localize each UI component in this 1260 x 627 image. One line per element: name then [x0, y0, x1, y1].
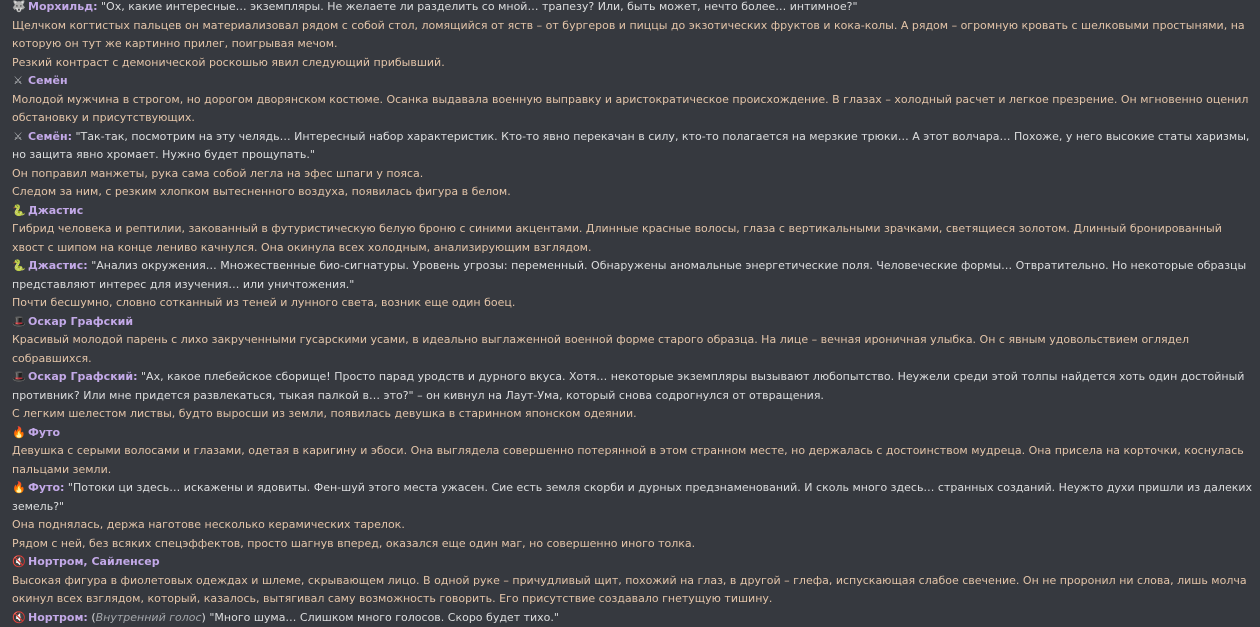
character-name: Футо [28, 426, 60, 439]
narration-line: Красивый молодой парень с лихо закрученными гусарскими усами, в идеально выглаженной военной форме старого образца. На лице – вечная ироничная улыбка. Он с явным удовольствием оглядел собравшихся. [12, 331, 1256, 368]
narration-line: Почти бесшумно, словно сотканный из теней и лунного света, возник еще один боец. [12, 294, 1256, 313]
top-hat-icon: 🎩 [12, 313, 24, 332]
character-header [12, 553, 1256, 572]
narration-line: Щелчком когтистых пальцев он материализовал рядом с собой стол, ломящийся от яств – от бургеров и пиццы до экзотических фруктов и кока-колы. А рядом – огромную кровать с шелковыми простынями, на которую он тут же картинно прилег, поигрывая мечом. [12, 17, 1256, 54]
character-name: Оскар Графский [28, 315, 133, 328]
snake-icon: 🐍 [12, 257, 24, 276]
narration-line: Следом за ним, с резким хлопком вытесненного воздуха, появилась фигура в белом. [12, 183, 1256, 202]
message-line: ⚔ Семён: "Так-так, посмотрим на эту челядь… Интересный набор характеристик. Кто-то явно перекачан в силу, кто-то полагается на мерзкие трюки… А этот волчара… Похоже, у него высокие статы харизмы, но защита явно хромает. Нужно будет прощупать." [12, 128, 1256, 165]
speaker-name: Нортром: [28, 611, 88, 624]
speech-text: "Ах, какое плебейское сборище! Просто парад уродств и дурного вкуса. Хотя… некоторые экземпляры вызывают любопытство. Неужели среди этой толпы найдется хоть один достойный противник? Или мне придется развлекаться, тыкая палкой в… это?" – он кивнул на Лаут-Ума, который снова содрогнулся от отвращения. [12, 370, 1244, 402]
fire-icon: 🔥 [12, 424, 24, 443]
wolf-icon: 🐺 [12, 0, 24, 17]
top-hat-icon: 🎩 [12, 368, 24, 387]
muted-speaker-icon: 🔇 [12, 553, 24, 572]
message-line: 🔇 Нортром: (Внутренний голос) "Много шума… Слишком много голосов. Скоро будет тихо." [12, 609, 1256, 627]
character-header [12, 72, 1256, 91]
narration-line: Она поднялась, держа наготове несколько керамических тарелок. [12, 516, 1256, 535]
speech-text: "Ох, какие интересные… экземпляры. Не желаете ли разделить со мной… трапезу? Или, быть может, нечто более… интимное?" [97, 0, 857, 13]
character-name: Джастис [28, 204, 83, 217]
speech-text: "Анализ окружения… Множественные био-сигнатуры. Уровень угрозы: переменный. Обнаружены аномальные энергетические поля. Человеческие формы… Отвратительно. Но некоторые образцы представляют интерес для изучения… или уничтожения." [12, 259, 1246, 291]
message-line: 🎩 Оскар Графский: "Ах, какое плебейское сборище! Просто парад уродств и дурного вкуса. Хотя… некоторые экземпляры вызывают любопытство. Неужели среди этой толпы найдется хоть один достойный противник? Или мне придется развлекаться, тыкая палкой в… это?" – он кивнул на Лаут-Ума, который снова содрогнулся от отвращения. [12, 368, 1256, 405]
character-header [12, 202, 1256, 221]
speaker-name: Морхильд [28, 0, 93, 13]
message-line: 🐍 Джастис: "Анализ окружения… Множественные био-сигнатуры. Уровень угрозы: переменный. Обнаружены аномальные энергетические поля. Человеческие формы… Отвратительно. Но некоторые образцы представляют интерес для изучения… или уничтожения." [12, 257, 1256, 294]
narration-line: Он поправил манжеты, рука сама собой легла на эфес шпаги у пояса. [12, 165, 1256, 184]
narration-line: Высокая фигура в фиолетовых одеждах и шлеме, скрывающем лицо. В одной руке – причудливый щит, похожий на глаз, в другой – глефа, испускающая слабое свечение. Он не проронил ни слова, лишь молча окинул всех взглядом, который, казалось, вытягивал саму возможность говорить. Его присутствие создавало гнетущую тишину. [12, 572, 1256, 609]
chat-log [12, 0, 1256, 627]
crossed-swords-icon: ⚔ [12, 72, 24, 91]
speaker-name: Джастис [28, 259, 83, 272]
speaker-name: Оскар Графский [28, 370, 133, 383]
narration-line: Резкий контраст с демонической роскошью явил следующий прибывший. [12, 54, 1256, 73]
crossed-swords-icon: ⚔ [12, 128, 24, 147]
narration-line: Гибрид человека и рептилии, закованный в футуристическую белую броню с синими акцентами. Длинные красные волосы, глаза с вертикальными зрачками, светящиеся золотом. Длинный бронированный хвост с шипом на конце лениво качнулся. Она окинула всех холодным, анализирующим взглядом. [12, 220, 1256, 257]
message-line: 🐺 Морхильд: "Ох, какие интересные… экземпляры. Не желаете ли разделить со мной… трапезу? Или, быть может, нечто более… интимное?" [12, 0, 1256, 17]
speech-text: "Так-так, посмотрим на эту челядь… Интересный набор характеристик. Кто-то явно перекачан в силу, кто-то полагается на мерзкие трюки… А этот волчара… Похоже, у него высокие статы харизмы, но защита явно хромает. Нужно будет прощупать." [12, 130, 1249, 162]
narration-line: С легким шелестом листвы, будто выросши из земли, появилась девушка в старинном японском одеянии. [12, 405, 1256, 424]
character-header [12, 424, 1256, 443]
speech-text: "Много шума… Слишком много голосов. Скоро будет тихо." [206, 611, 559, 624]
character-header [12, 313, 1256, 332]
speaker-name: Футо [28, 481, 60, 494]
character-name: Семён [28, 74, 68, 87]
snake-icon: 🐍 [12, 202, 24, 221]
narration-line: Рядом с ней, без всяких спецэффектов, просто шагнув вперед, оказался еще один маг, но совершенно иного толка. [12, 535, 1256, 554]
speech-text: "Потоки ци здесь… искажены и ядовиты. Фен-шуй этого места ужасен. Сие есть земля скорби и дурных предзнаменований. И сколь много здесь… странных созданий. Неужто духи пришли из далеких земель?" [12, 481, 1252, 513]
character-name: Нортром, Сайленсер [28, 555, 160, 568]
speaker-name: Семён [28, 130, 68, 143]
muted-speaker-icon: 🔇 [12, 609, 24, 627]
narration-line: Девушка с серыми волосами и глазами, одетая в каригину и эбоси. Она выглядела совершенно потерянной в этом странном месте, но держалась с достоинством мудреца. Она присела на корточки, коснулась пальцами земли. [12, 442, 1256, 479]
fire-icon: 🔥 [12, 479, 24, 498]
inner-voice-label: Внутренний голос [96, 611, 202, 624]
message-line: 🔥 Футо: "Потоки ци здесь… искажены и ядовиты. Фен-шуй этого места ужасен. Сие есть земля скорби и дурных предзнаменований. И сколь много здесь… странных созданий. Неужто духи пришли из далеких земель?" [12, 479, 1256, 516]
narration-line: Молодой мужчина в строгом, но дорогом дворянском костюме. Осанка выдавала военную выправку и аристократическое происхождение. В глазах – холодный расчет и легкое презрение. Он мгновенно оценил обстановку и присутствующих. [12, 91, 1256, 128]
